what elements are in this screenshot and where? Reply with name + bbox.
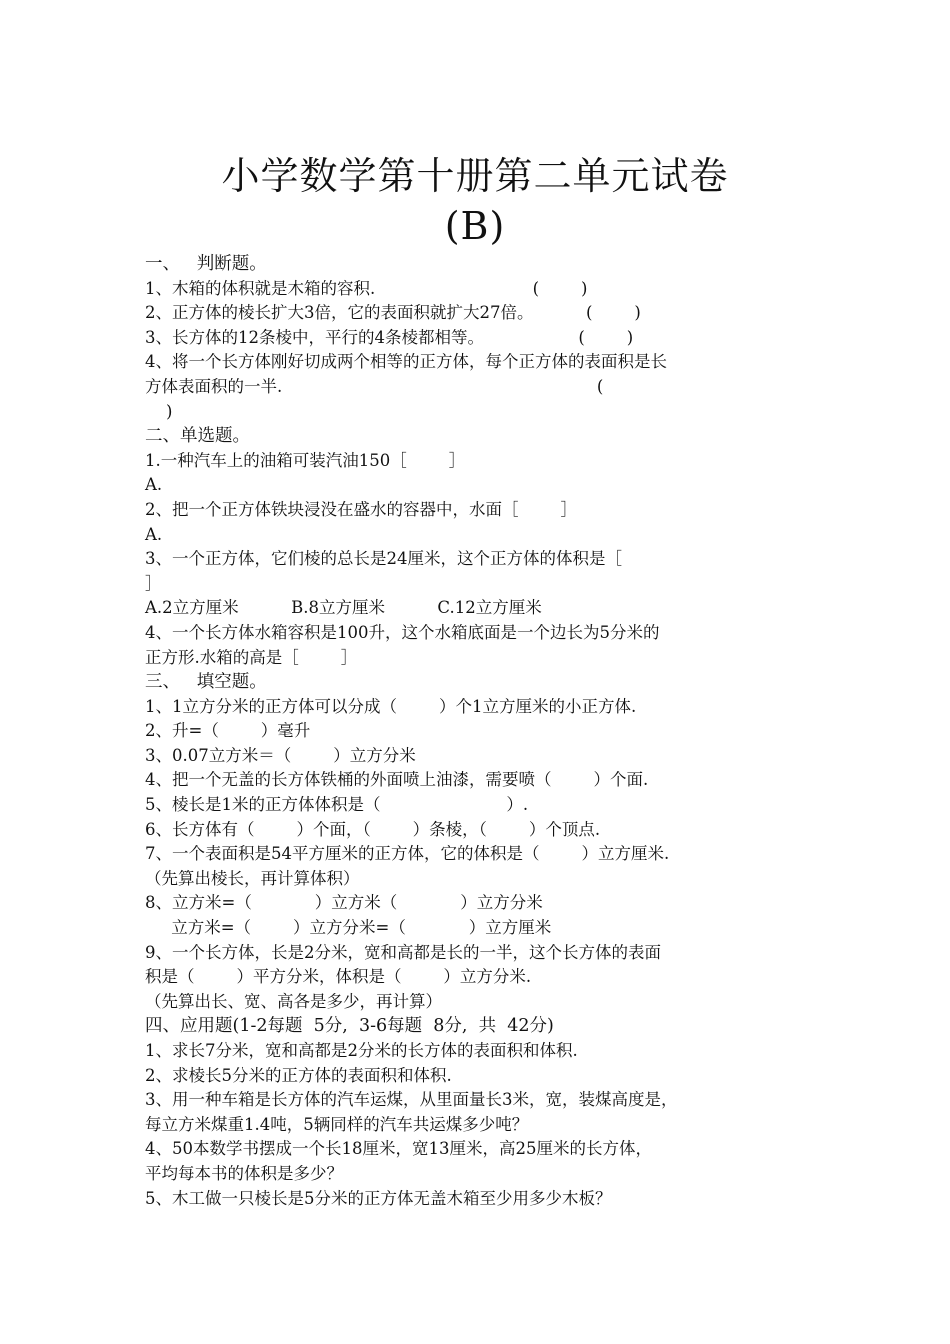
question-line: 9、一个长方体，长是2分米，宽和高都是长的一半，这个长方体的表面 [145, 942, 661, 962]
question-line: 5、棱长是1米的正方体体积是（ ）. [145, 795, 529, 815]
question-line: 平均每本书的体积是多少？ [145, 1163, 343, 1183]
question-line: 立方米=（ ）立方分米=（ ）立方厘米 [145, 918, 552, 938]
question-line: 4、将一个长方体刚好切成两个相等的正方体，每个正方体的表面积是长 [145, 352, 667, 372]
question-line: 3、用一种车箱是长方体的汽车运煤，从里面量长3米，宽，装煤高度是， [145, 1090, 678, 1110]
question-line: 8、立方米=（ ）立方米（ ）立方分米 [145, 893, 543, 913]
question-line: ) [145, 401, 173, 421]
section-heading: 一、 判断题。 [145, 254, 267, 274]
question-line: 7、一个表面积是54平方厘米的正方体，它的体积是（ ）立方厘米. [145, 844, 670, 864]
section-heading: 二、单选题。 [145, 426, 250, 447]
question-line: （先算出棱长，再计算体积） [145, 868, 360, 888]
question-line: 3、长方体的12条棱中，平行的4条棱都相等。 ( ) [145, 327, 634, 347]
question-line: 6、长方体有（ ）个面，（ ）条棱，（ ）个顶点. [145, 819, 601, 839]
question-line: 每立方米煤重1.4吨，5辆同样的汽车共运煤多少吨？ [145, 1114, 529, 1134]
exam-content [145, 252, 765, 1211]
question-line: （先算出长、宽、高各是多少，再计算） [145, 991, 442, 1011]
section-heading: 四、应用题(1-2每题 5分, 3-6每题 8分, 共 42分) [145, 1016, 554, 1037]
question-line: 2、正方体的棱长扩大3倍，它的表面积就扩大27倍。 ( ) [145, 303, 641, 323]
question-line: 2、把一个正方体铁块浸没在盛水的容器中，水面［ ］ [145, 499, 577, 519]
question-line: 3、一个正方体，它们棱的总长是24厘米，这个正方体的体积是［ [145, 549, 622, 569]
question-line: 正方形.水箱的高是［ ］ [145, 647, 358, 667]
question-line: A. [145, 475, 163, 495]
question-line: 2、升=（ ）毫升 [145, 721, 311, 741]
question-line: 4、50本数学书摆成一个长18厘米，宽13厘米，高25厘米的长方体， [145, 1139, 652, 1159]
question-line: 1.一种汽车上的油箱可装汽油150［ ］ [145, 450, 466, 470]
page-title: 小学数学第十册第二单元试卷 [221, 154, 729, 198]
question-line: 1、求长7分米，宽和高都是2分米的长方体的表面积和体积. [145, 1041, 578, 1060]
question-line: ］ [145, 573, 162, 593]
question-line: 积是（ ）平方分米，体积是（ ）立方分米. [145, 967, 532, 987]
section-heading: 三、 填空题。 [145, 672, 267, 693]
question-line: 5、木工做一只棱长是5分米的正方体无盖木箱至少用多少木板？ [145, 1188, 612, 1208]
question-line: 3、0.07立方米＝（ ）立方分米 [145, 745, 416, 765]
page-subtitle: (B) [444, 204, 506, 248]
question-line: 4、把一个无盖的长方体铁桶的外面喷上油漆，需要喷（ ）个面. [145, 770, 649, 790]
question-line: 1、木箱的体积就是木箱的容积. ( ) [145, 278, 588, 298]
question-line: 方体表面积的一半. ( [145, 376, 604, 396]
question-line: 4、一个长方体水箱容积是100升，这个水箱底面是一个边长为5分米的 [145, 622, 660, 642]
question-line: A.2立方厘米 B.8立方厘米 C.12立方厘米 [145, 598, 542, 618]
question-line: 2、求棱长5分米的正方体的表面积和体积. [145, 1065, 452, 1085]
question-line: 1、1立方分米的正方体可以分成（ ）个1立方厘米的小正方体. [145, 696, 637, 716]
question-line: A. [145, 524, 163, 544]
